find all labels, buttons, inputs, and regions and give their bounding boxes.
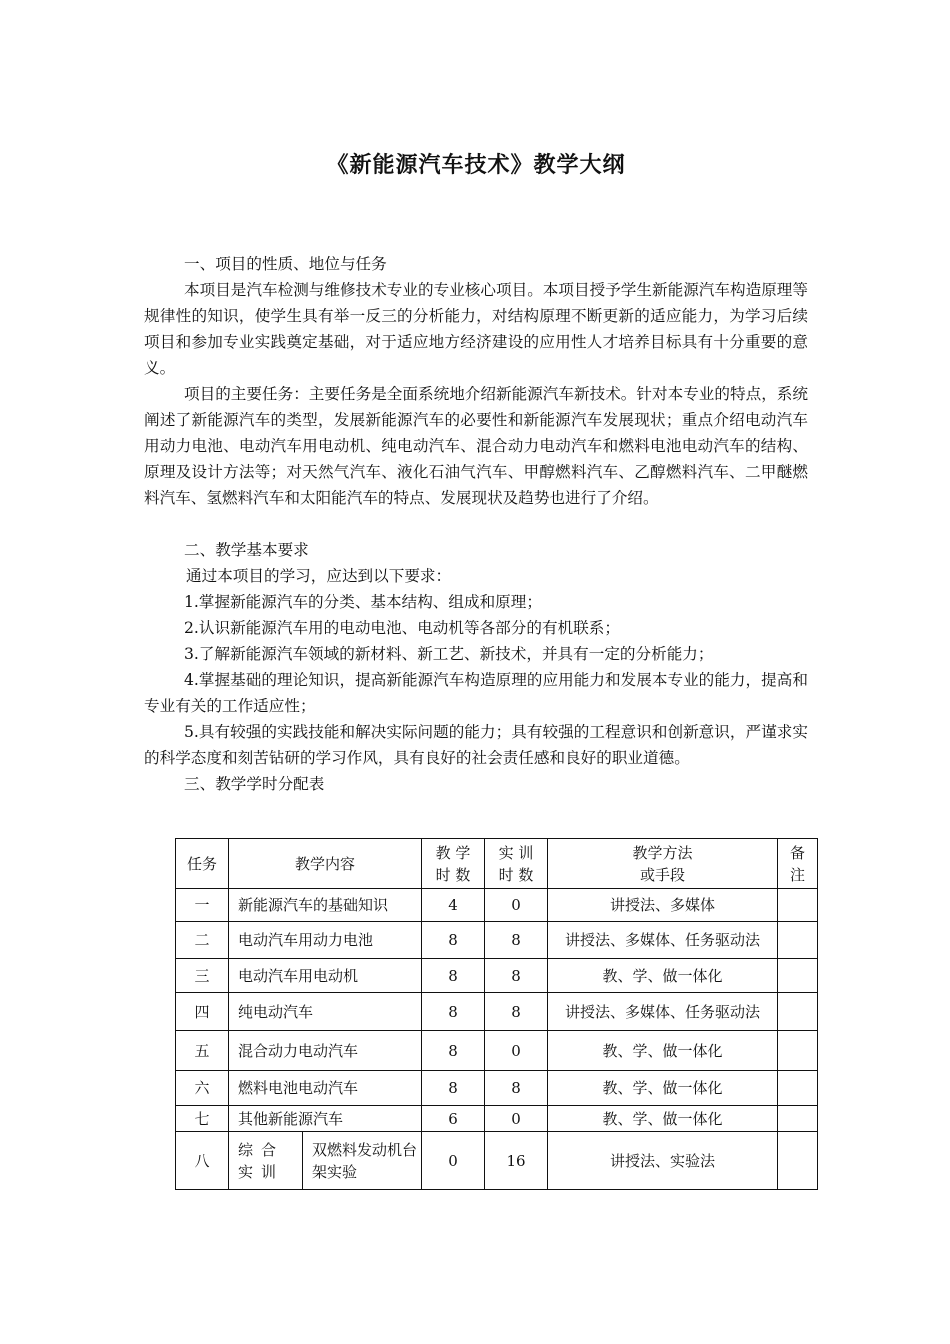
table-header-row bbox=[176, 839, 818, 889]
header-teach-hours bbox=[422, 839, 485, 889]
row-task: 八 bbox=[176, 1132, 229, 1190]
section1-paragraph-2: 项目的主要任务：主要任务是全面系统地介绍新能源汽车新技术。针对本专业的特点，系统阐述了新能源汽车的类型，发展新能源汽车的必要性和新能源汽车发展现状；重点介绍电动汽车用动力电池、电动汽车用电动机、纯电动汽车、混合动力电动汽车和燃料电池电动汽车的结构、原理及设计方法等；对天然气汽车、液化石油气汽车、甲醇燃料汽车、乙醇燃料汽车、二甲醚燃料汽车、氢燃料汽车和太阳能汽车的特点、发展现状及趋势也进行了介绍。 bbox=[144, 385, 808, 507]
row-teach-hours: 6 bbox=[422, 1106, 485, 1132]
row-remark bbox=[778, 922, 818, 959]
row-method: 教、学、做一体化 bbox=[548, 1031, 778, 1071]
row-task: 三 bbox=[176, 959, 229, 993]
row-content: 燃料电池电动汽车 bbox=[229, 1071, 422, 1106]
requirement-item-5: 5.具有较强的实践技能和解决实际问题的能力；具有较强的工程意识和创新意识，严谨求实的科学态度和刻苦钻研的学习作风，具有良好的社会责任感和良好的职业道德。 bbox=[144, 723, 808, 767]
table-row bbox=[176, 959, 818, 993]
row-content: 混合动力电动汽车 bbox=[229, 1031, 422, 1071]
row-method: 讲授法、多媒体 bbox=[548, 889, 778, 922]
section2-heading: 二、教学基本要求 bbox=[184, 541, 309, 559]
requirement-item-4: 4.掌握基础的理论知识，提高新能源汽车构造原理的应用能力和发展本专业的能力，提高和专业有关的工作适应性； bbox=[144, 671, 808, 715]
row-train-hours: 8 bbox=[485, 1071, 548, 1106]
row-teach-hours: 8 bbox=[422, 922, 485, 959]
row-content: 新能源汽车的基础知识 bbox=[229, 889, 422, 922]
row-method: 教、学、做一体化 bbox=[548, 1071, 778, 1106]
row-content: 电动汽车用动力电池 bbox=[229, 922, 422, 959]
requirement-item-3: 3.了解新能源汽车领域的新材料、新工艺、新技术，并具有一定的分析能力； bbox=[184, 645, 714, 663]
row-remark bbox=[778, 1106, 818, 1132]
section2-intro: 通过本项目的学习，应达到以下要求： bbox=[186, 567, 452, 585]
row-remark bbox=[778, 1071, 818, 1106]
row-train-hours: 0 bbox=[485, 1031, 548, 1071]
row-remark bbox=[778, 1031, 818, 1071]
row-train-hours: 16 bbox=[485, 1132, 548, 1190]
table-row bbox=[176, 993, 818, 1031]
row-method: 讲授法、多媒体、任务驱动法 bbox=[548, 993, 778, 1031]
row-content: 双燃料发动机台架实验 bbox=[303, 1132, 422, 1190]
hours-allocation-table bbox=[175, 838, 818, 1190]
row-task: 四 bbox=[176, 993, 229, 1031]
section3-heading: 三、教学学时分配表 bbox=[184, 775, 325, 793]
section1-heading: 一、项目的性质、地位与任务 bbox=[184, 255, 387, 273]
row-remark bbox=[778, 889, 818, 922]
header-remark-line1: 备 bbox=[790, 843, 806, 862]
row-teach-hours: 8 bbox=[422, 993, 485, 1031]
row-train-hours: 8 bbox=[485, 959, 548, 993]
row-category: 综合实训 bbox=[229, 1132, 303, 1190]
row-method: 教、学、做一体化 bbox=[548, 1106, 778, 1132]
table-row bbox=[176, 889, 818, 922]
row-task: 二 bbox=[176, 922, 229, 959]
row-teach-hours: 4 bbox=[422, 889, 485, 922]
header-train-hours-line2: 时 数 bbox=[498, 865, 534, 884]
row-remark bbox=[778, 993, 818, 1031]
header-content: 教学内容 bbox=[229, 839, 422, 889]
requirement-item-1: 1.掌握新能源汽车的分类、基本结构、组成和原理； bbox=[184, 593, 542, 611]
row-content: 其他新能源汽车 bbox=[229, 1106, 422, 1132]
row-train-hours: 8 bbox=[485, 993, 548, 1031]
row-teach-hours: 0 bbox=[422, 1132, 485, 1190]
row-task: 七 bbox=[176, 1106, 229, 1132]
table-row bbox=[176, 1106, 818, 1132]
header-method-line1: 教学方法 bbox=[632, 843, 693, 862]
row-teach-hours: 8 bbox=[422, 1071, 485, 1106]
row-train-hours: 0 bbox=[485, 1106, 548, 1132]
row-task: 一 bbox=[176, 889, 229, 922]
row-method: 教、学、做一体化 bbox=[548, 959, 778, 993]
header-train-hours-line1: 实 训 bbox=[498, 843, 534, 862]
row-teach-hours: 8 bbox=[422, 959, 485, 993]
section1-paragraph-1: 本项目是汽车检测与维修技术专业的专业核心项目。本项目授予学生新能源汽车构造原理等规律性的知识，使学生具有举一反三的分析能力，对结构原理不断更新的适应能力，为学习后续项目和参加专业实践奠定基础，对于适应地方经济建设的应用性人才培养目标具有十分重要的意义。 bbox=[144, 281, 808, 377]
table-row bbox=[176, 922, 818, 959]
row-method: 讲授法、多媒体、任务驱动法 bbox=[548, 922, 778, 959]
header-remark-line2: 注 bbox=[790, 865, 806, 884]
header-task: 任务 bbox=[176, 839, 229, 889]
table-row bbox=[176, 1071, 818, 1106]
document-body bbox=[144, 251, 808, 797]
table-row bbox=[176, 1031, 818, 1071]
paragraph-gap bbox=[144, 511, 808, 537]
row-train-hours: 0 bbox=[485, 889, 548, 922]
row-teach-hours: 8 bbox=[422, 1031, 485, 1071]
header-remark bbox=[778, 839, 818, 889]
row-train-hours: 8 bbox=[485, 922, 548, 959]
header-method bbox=[548, 839, 778, 889]
header-train-hours bbox=[485, 839, 548, 889]
header-method-line2: 或手段 bbox=[640, 865, 686, 884]
requirement-item-2: 2.认识新能源汽车用的电动电池、电动机等各部分的有机联系； bbox=[184, 619, 620, 637]
row-remark bbox=[778, 959, 818, 993]
row-method: 讲授法、实验法 bbox=[548, 1132, 778, 1190]
row-task: 六 bbox=[176, 1071, 229, 1106]
row-content: 纯电动汽车 bbox=[229, 993, 422, 1031]
row-remark bbox=[778, 1132, 818, 1190]
header-teach-hours-line1: 教 学 bbox=[435, 843, 471, 862]
header-teach-hours-line2: 时 数 bbox=[435, 865, 471, 884]
row-content: 电动汽车用电动机 bbox=[229, 959, 422, 993]
document-title: 《新能源汽车技术》教学大纲 bbox=[326, 153, 626, 178]
table-row bbox=[176, 1132, 818, 1190]
row-task: 五 bbox=[176, 1031, 229, 1071]
